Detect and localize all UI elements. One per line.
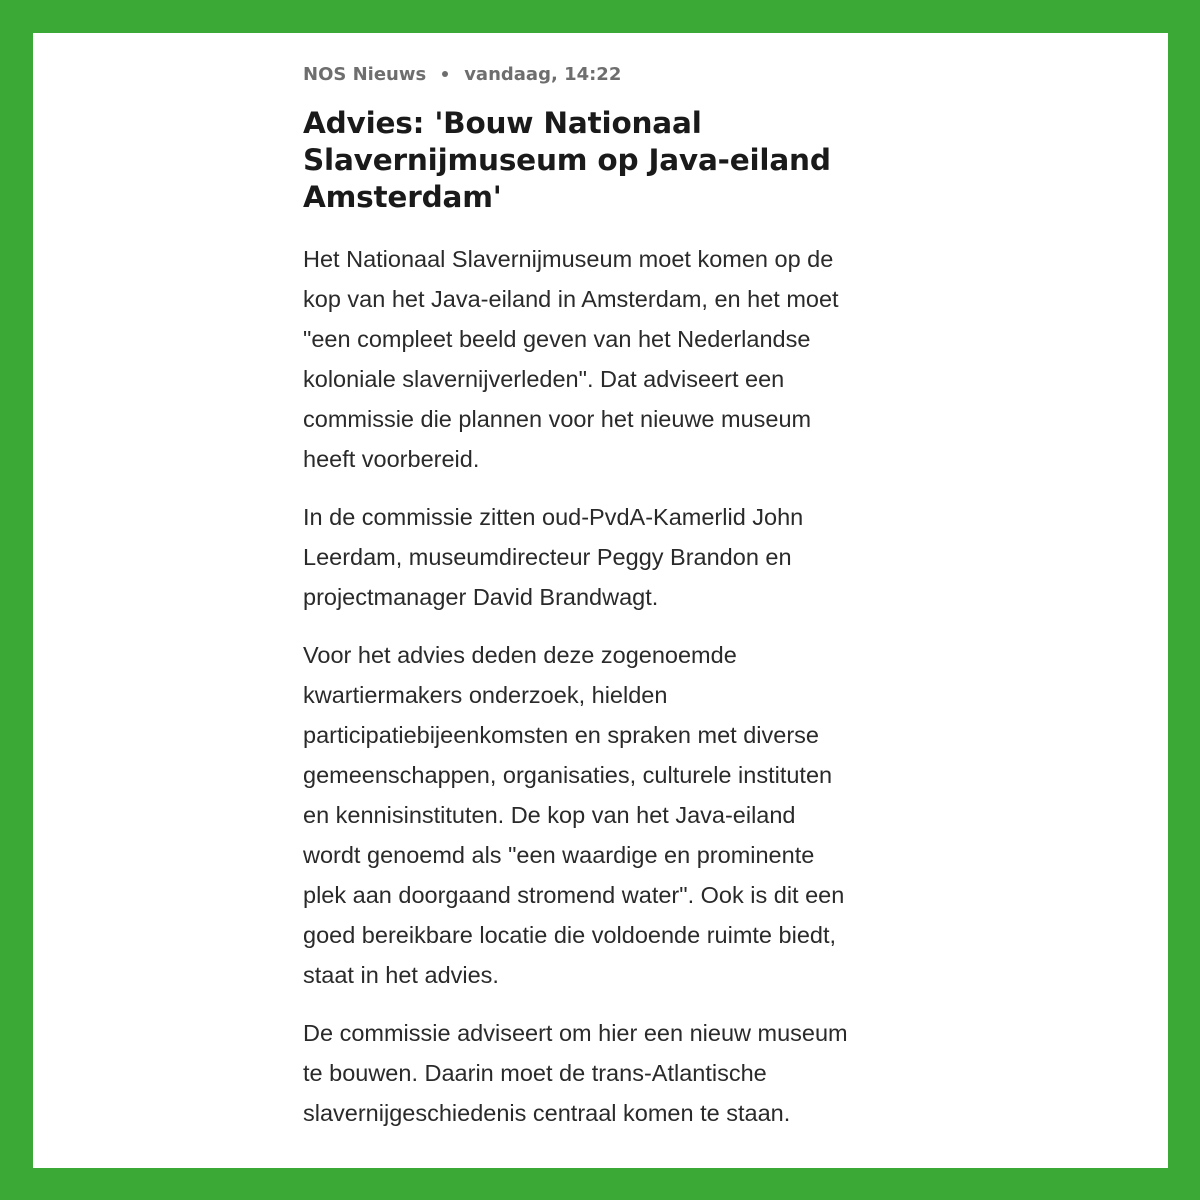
article (303, 61, 903, 1133)
paragraph-line: plek aan doorgaand stromend water". Ook is dit een (303, 882, 845, 908)
paragraph-line: wordt genoemd als "een waardige en prominente (303, 842, 815, 868)
paragraph-line: en kennisinstituten. De kop van het Java-eiland (303, 802, 796, 828)
separator-dot-icon (442, 71, 448, 77)
article-card (33, 33, 1168, 1168)
paragraph-line: Het Nationaal Slavernijmuseum moet komen op de (303, 246, 834, 272)
paragraph-line: kwartiermakers onderzoek, hielden (303, 682, 668, 708)
paragraph-line: participatiebijeenkomsten en spraken met diverse (303, 722, 819, 748)
paragraph-line: heeft voorbereid. (303, 446, 480, 472)
paragraph-2 (303, 497, 903, 617)
headline-line: Advies: 'Bouw Nationaal (303, 106, 702, 140)
paragraph-1 (303, 239, 903, 479)
headline-line: Amsterdam' (303, 180, 502, 214)
paragraph-line: "een compleet beeld geven van het Nederlandse (303, 326, 811, 352)
paragraph-line: slavernijgeschiedenis centraal komen te staan. (303, 1100, 791, 1126)
headline-line: Slavernijmuseum op Java-eiland (303, 143, 831, 177)
paragraph-line: Leerdam, museumdirecteur Peggy Brandon en (303, 544, 792, 570)
paragraph-4 (303, 1013, 903, 1133)
paragraph-line: goed bereikbare locatie die voldoende ruimte biedt, (303, 922, 837, 948)
headline (303, 105, 903, 216)
paragraph-line: te bouwen. Daarin moet de trans-Atlantische (303, 1060, 767, 1086)
article-meta (303, 61, 903, 87)
paragraph-3 (303, 635, 903, 995)
paragraph-line: kop van het Java-eiland in Amsterdam, en het moet (303, 286, 839, 312)
paragraph-line: staat in het advies. (303, 962, 499, 988)
paragraph-line: gemeenschappen, organisaties, culturele instituten (303, 762, 833, 788)
paragraph-line: projectmanager David Brandwagt. (303, 584, 659, 610)
source-label[interactable]: NOS Nieuws (303, 63, 427, 85)
paragraph-line: commissie die plannen voor het nieuwe museum (303, 406, 812, 432)
paragraph-line: De commissie adviseert om hier een nieuw museum (303, 1020, 848, 1046)
timestamp: vandaag, 14:22 (464, 63, 622, 85)
paragraph-line: koloniale slavernijverleden". Dat adviseert een (303, 366, 785, 392)
paragraph-line: Voor het advies deden deze zogenoemde (303, 642, 737, 668)
paragraph-line: In de commissie zitten oud-PvdA-Kamerlid John (303, 504, 804, 530)
